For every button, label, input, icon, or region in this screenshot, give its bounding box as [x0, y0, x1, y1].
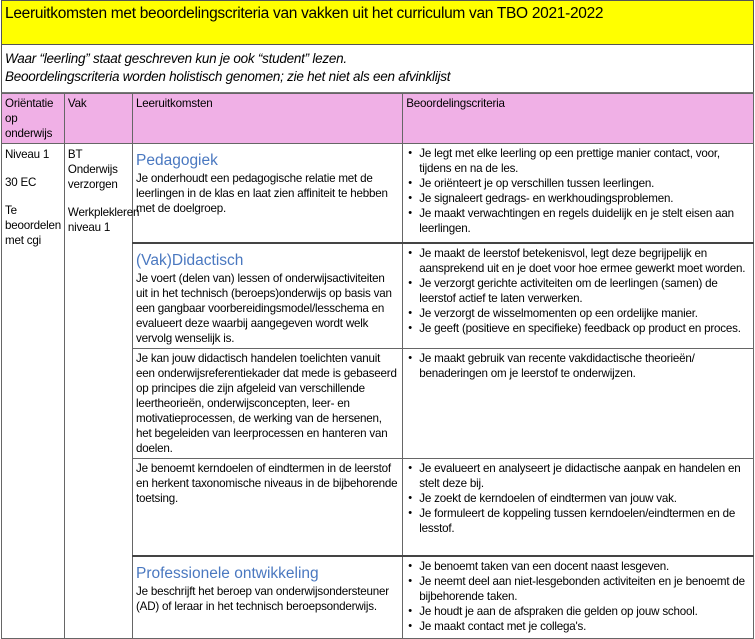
criteria-list	[406, 246, 749, 336]
criteria-item: • Je legt met elke leerling op een prettige manier contact, voor, tijdens en na de les.	[419, 146, 749, 176]
criteria-item: • Je verzorgt de wisselmomenten op een ordelijke manier.	[419, 306, 749, 321]
criteria-item: • Je houdt je aan de afspraken die gelden op jouw school.	[419, 604, 749, 619]
orientatie-ec: 30 EC	[5, 176, 37, 189]
leeruitkomst-cell	[133, 556, 403, 638]
criteria-item: • Je maakt verwachtingen en regels duidelijk en je stelt eisen aan leerlingen.	[419, 206, 749, 236]
note-line: Waar “leerling” staat geschreven kun je ook “student” lezen.	[5, 51, 347, 66]
criteria-item: • Je formuleert de koppeling tussen kerndoelen/eindtermen en de lesstof.	[419, 506, 749, 536]
criteria-list	[406, 146, 749, 236]
leeruitkomst-text: Je onderhoudt een pedagogische relatie met de leerlingen in de klas en laat zien affiniteit te hebben met de doelgroep.	[136, 172, 388, 215]
criteria-cell	[403, 243, 754, 349]
vak-werkplekleren: Werkplekleren niveau 1	[67, 206, 140, 234]
notes-section	[1, 45, 754, 93]
criteria-item: • Je zoekt de kerndoelen of eindtermen van jouw vak.	[419, 491, 749, 506]
document-page	[1, 0, 754, 639]
orientatie-beoordeling: Te beoordelen met cgi	[5, 204, 62, 247]
criteria-list	[406, 351, 749, 381]
criteria-item: • Je neemt deel aan niet-lesgebonden activiteiten en je benoemt de bijbehorende taken.	[419, 574, 749, 604]
header-vak: Vak	[64, 94, 132, 144]
document-title-bar	[1, 0, 754, 45]
note-line: Beoordelingscriteria worden holistisch genomen; zie het niet als een afvinklijst	[5, 69, 451, 84]
criteria-cell	[403, 458, 754, 556]
section-heading-professionele-ontwikkeling: Professionele ontwikkeling	[136, 565, 319, 582]
leeruitkomst-cell	[133, 458, 403, 556]
criteria-item: • Je maakt de leerstof betekenisvol, legt deze begrijpelijk en aansprekend uit en je doet voor hoe ermee gewerkt moet worden.	[419, 246, 749, 276]
criteria-item: • Je oriënteert je op verschillen tussen leerlingen.	[419, 176, 749, 191]
criteria-item: • Je signaleert gedrags- en werkhoudingsproblemen.	[419, 191, 749, 206]
leeruitkomst-cell	[133, 243, 403, 349]
criteria-list	[406, 461, 749, 536]
leeruitkomst-text: Je beschrijft het beroep van onderwijsondersteuner (AD) of leraar in het technisch beroepsonderwijs.	[136, 585, 389, 613]
table-row	[2, 144, 754, 243]
criteria-item: • Je maakt contact met je collega's.	[419, 619, 749, 634]
table-header-row	[2, 94, 754, 144]
criteria-item: • Je benoemt taken van een docent naast lesgeven.	[419, 559, 749, 574]
criteria-cell	[403, 144, 754, 243]
header-orientatie: Oriëntatie op onderwijs	[2, 94, 65, 144]
criteria-item: • Je geeft (positieve en specifieke) feedback op product en proces.	[419, 321, 749, 336]
criteria-cell	[403, 348, 754, 458]
criteria-item: • Je evalueert en analyseert je didactische aanpak en handelen en stelt deze bij.	[419, 461, 749, 491]
criteria-cell	[403, 556, 754, 638]
document-title: Leeruitkomsten met beoordelingscriteria van vakken uit het curriculum van TBO 2021-2022	[5, 5, 604, 22]
leeruitkomst-text: Je voert (delen van) lessen of onderwijsactiviteiten uit in het technisch (beroeps)onderwijs op basis van een gangbaar voorbereidingsmodel/lesschema en evalueert deze waarbij aangegeven wordt welk vervolg wenselijk is.	[136, 271, 392, 345]
section-heading-vakdidactisch: (Vak)Didactisch	[136, 251, 244, 269]
leeruitkomst-text: Je benoemt kerndoelen of eindtermen in de leerstof en herkent taxonomische niveaus in de bijbehorende toetsing.	[136, 461, 398, 505]
leeruitkomst-text: Je kan jouw didactisch handelen toelichten vanuit een onderwijsreferentiekader dat mede is gebaseerd op principes die zijn afgeleid van verschillende leertheorieën, onderwijsconcepten, leer- en motivatieprocessen, de werking van de hersenen, het begeleiden van leerprocessen en hanteren van doelen.	[136, 351, 397, 455]
section-heading-pedagogiek: Pedagogiek	[136, 152, 218, 169]
header-leeruitkomsten: Leeruitkomsten	[133, 94, 403, 144]
header-beoordelingscriteria: Beoordelingscriteria	[403, 94, 754, 144]
curriculum-table	[1, 93, 754, 639]
criteria-list	[406, 559, 749, 634]
orientatie-cell	[2, 144, 65, 639]
orientatie-niveau: Niveau 1	[5, 148, 50, 161]
leeruitkomst-cell	[133, 348, 403, 458]
leeruitkomst-cell	[133, 144, 403, 243]
criteria-item: • Je verzorgt gerichte activiteiten om de leerlingen (samen) de leerstof actief te laten verwerken.	[419, 276, 749, 306]
vak-cell	[64, 144, 140, 639]
vak-name: BT Onderwijs verzorgen	[67, 148, 118, 191]
criteria-item: • Je maakt gebruik van recente vakdidactische theorieën/ benaderingen om je leerstof te onderwijzen.	[419, 351, 749, 381]
